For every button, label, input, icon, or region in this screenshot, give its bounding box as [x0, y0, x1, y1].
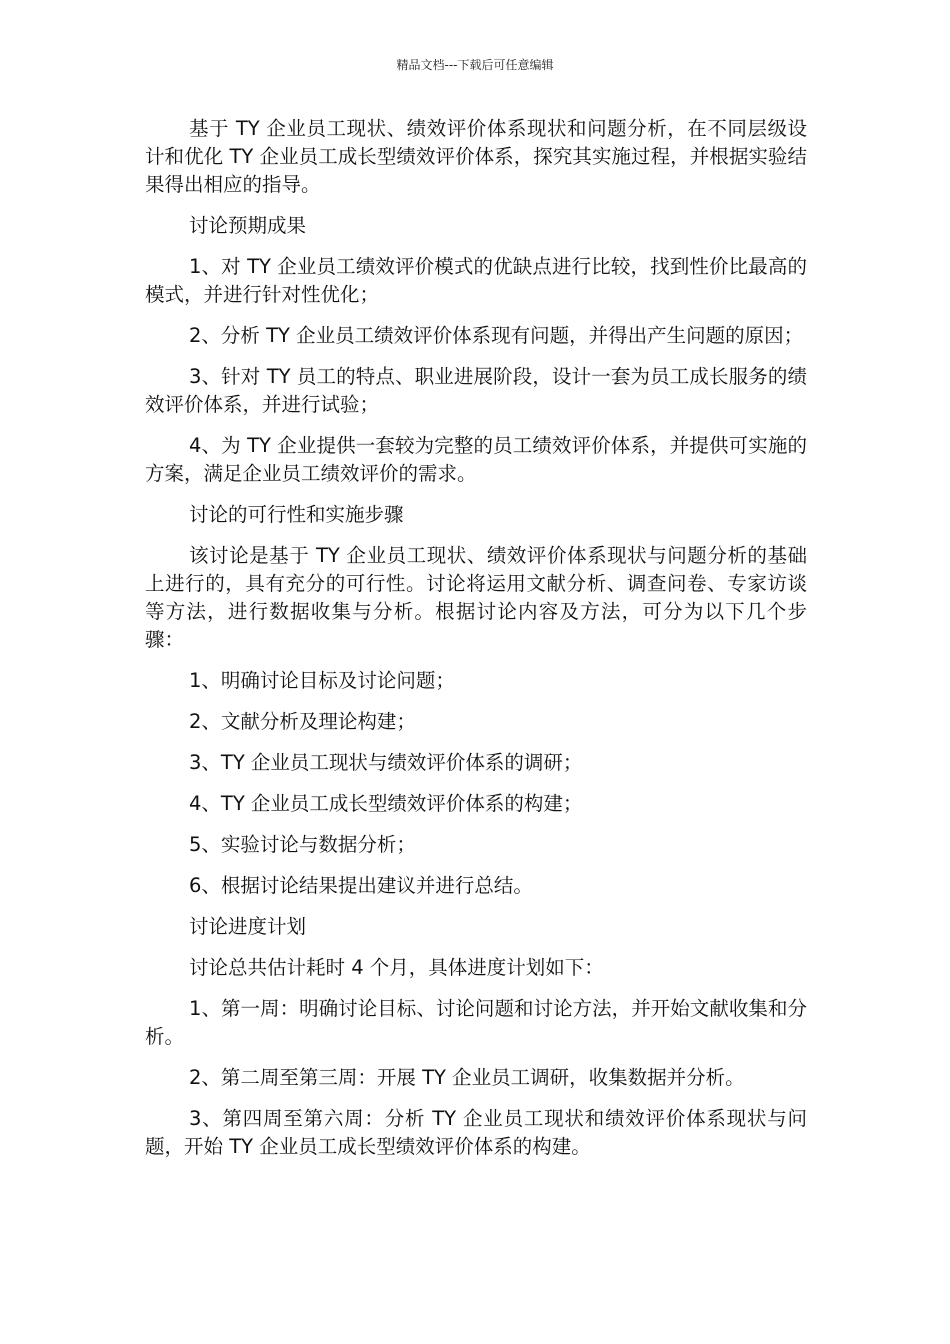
paragraph-schedule-intro: 讨论总共估计耗时 4 个月，具体进度计划如下： — [189, 956, 604, 979]
list-item-step-2: 2、文献分析及理论构建； — [189, 710, 416, 733]
list-item-step-5: 5、实验讨论与数据分析； — [189, 833, 416, 856]
list-item-step-4: 4、TY 企业员工成长型绩效评价体系的构建； — [189, 792, 583, 815]
list-item-result-2: 2、分析 TY 企业员工绩效评价体系现有问题，并得出产生问题的原因； — [189, 324, 804, 347]
section-heading-schedule: 讨论进度计划 — [189, 915, 307, 938]
document-body — [145, 115, 807, 1174]
paragraph-feasibility: 该讨论是基于 TY 企业员工现状、绩效评价体系现状与问题分析的基础上进行的，具有充分的可行性。讨论将运用文献分析、调查问卷、专家访谈等方法，进行数据收集与分析。根据讨论内容及方法，可分为以下几个步骤： — [145, 544, 807, 651]
list-item-result-3: 3、针对 TY 员工的特点、职业进展阶段，设计一套为员工成长服务的绩效评价体系，并进行试验； — [145, 365, 807, 416]
list-item-step-3: 3、TY 企业员工现状与绩效评价体系的调研； — [189, 751, 583, 774]
section-heading-expected-results: 讨论预期成果 — [189, 214, 307, 237]
section-heading-feasibility: 讨论的可行性和实施步骤 — [189, 503, 404, 526]
list-item-schedule-1: 1、第一周：明确讨论目标、讨论问题和讨论方法，并开始文献收集和分析。 — [145, 997, 807, 1048]
list-item-schedule-2: 2、第二周至第三周：开展 TY 企业员工调研，收集数据并分析。 — [189, 1066, 745, 1089]
list-item-step-6: 6、根据讨论结果提出建议并进行总结。 — [189, 874, 533, 897]
list-item-result-1: 1、对 TY 企业员工绩效评价模式的优缺点进行比较，找到性价比最高的模式，并进行针对性优化； — [145, 255, 807, 306]
list-item-result-4: 4、为 TY 企业提供一套较为完整的员工绩效评价体系，并提供可实施的方案，满足企业员工绩效评价的需求。 — [145, 434, 807, 485]
list-item-step-1: 1、明确讨论目标及讨论问题； — [189, 669, 455, 692]
page-header: 精品文档---下载后可任意编辑 — [396, 58, 554, 72]
list-item-schedule-3: 3、第四周至第六周：分析 TY 企业员工现状和绩效评价体系现状与问题，开始 TY 企业员工成长型绩效评价体系的构建。 — [145, 1107, 807, 1158]
paragraph-intro: 基于 TY 企业员工现状、绩效评价体系现状和问题分析，在不同层级设计和优化 TY 企业员工成长型绩效评价体系，探究其实施过程，并根据实验结果得出相应的指导。 — [145, 117, 807, 196]
